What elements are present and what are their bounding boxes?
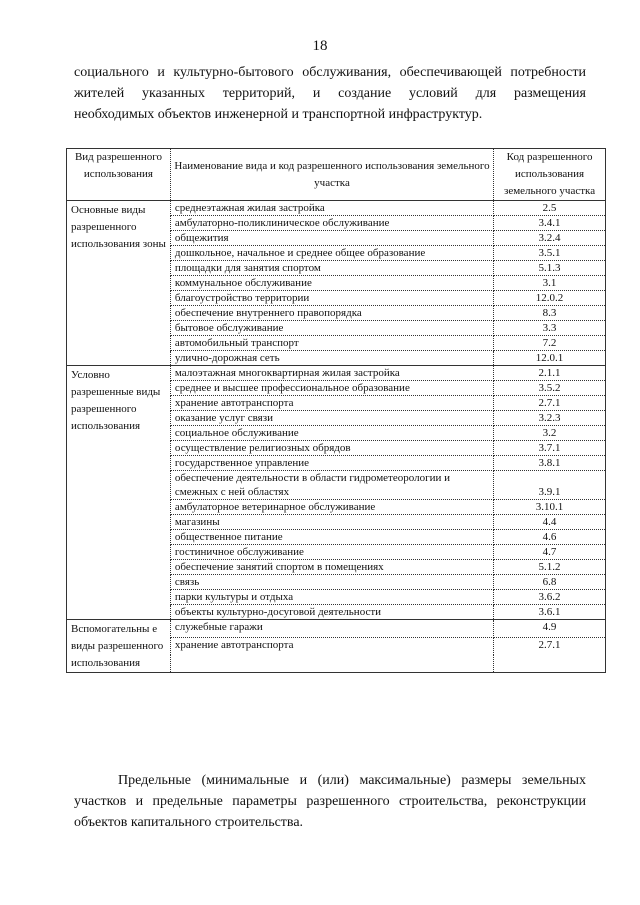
table-row bbox=[67, 366, 606, 381]
use-name: улично-дорожная сеть bbox=[170, 351, 493, 366]
use-code: 3.5.1 bbox=[494, 246, 606, 261]
table-row bbox=[67, 620, 606, 638]
header-code: Код разрешенного использования земельного участка bbox=[494, 149, 606, 201]
use-code: 2.7.1 bbox=[538, 639, 561, 652]
use-name: обеспечение занятий спортом в помещениях bbox=[170, 560, 493, 575]
use-code: 5.1.3 bbox=[494, 261, 606, 276]
use-code: 2.7.1 bbox=[494, 396, 606, 411]
use-name: связь bbox=[170, 575, 493, 590]
use-name: бытовое обслуживание bbox=[170, 321, 493, 336]
table-header-row bbox=[67, 149, 606, 201]
use-name: автомобильный транспорт bbox=[170, 336, 493, 351]
use-name: хранение автотранспорта bbox=[170, 396, 493, 411]
use-name: осуществление религиозных обрядов bbox=[170, 441, 493, 456]
use-name: хранение автотранспорта bbox=[170, 638, 493, 655]
use-code: 12.0.2 bbox=[494, 291, 606, 306]
use-code: 4.6 bbox=[494, 530, 606, 545]
use-code: 6.8 bbox=[494, 575, 606, 590]
use-code: 3.7.1 bbox=[494, 441, 606, 456]
group-category-main: Основные виды разрешенного использования зоны bbox=[67, 201, 171, 366]
use-name: социальное обслуживание bbox=[170, 426, 493, 441]
use-code: 4.4 bbox=[494, 515, 606, 530]
use-name: служебные гаражи bbox=[170, 620, 493, 638]
use-code: 8.3 bbox=[494, 306, 606, 321]
empty-cell bbox=[494, 655, 606, 672]
use-code: 5.1.2 bbox=[494, 560, 606, 575]
outro-line: Предельные (минимальные и (или) максимальные) размеры земельных bbox=[118, 773, 586, 788]
use-name: магазины bbox=[170, 515, 493, 530]
use-code: 3.2.3 bbox=[494, 411, 606, 426]
use-name: малоэтажная многоквартирная жилая застройка bbox=[170, 366, 493, 381]
page-number: 18 bbox=[312, 38, 328, 54]
outro-paragraph bbox=[74, 770, 586, 833]
use-name: благоустройство территории bbox=[170, 291, 493, 306]
use-name: среднеэтажная жилая застройка bbox=[170, 201, 493, 216]
header-category: Вид разрешенного использования bbox=[67, 149, 171, 201]
land-use-table bbox=[66, 148, 606, 673]
use-name: площадки для занятия спортом bbox=[170, 261, 493, 276]
intro-line: необходимых объектов инженерной и транспортной инфраструктур. bbox=[74, 107, 483, 122]
use-code: 3.10.1 bbox=[494, 500, 606, 515]
use-name: коммунальное обслуживание bbox=[170, 276, 493, 291]
intro-line: социального и культурно-бытового обслуживания, обеспечивающей потребности bbox=[74, 65, 586, 80]
use-code: 3.2.4 bbox=[494, 231, 606, 246]
use-code: 4.7 bbox=[494, 545, 606, 560]
use-name: амбулаторно-поликлиническое обслуживание bbox=[170, 216, 493, 231]
use-code: 7.2 bbox=[494, 336, 606, 351]
outro-line: объектов капитального строительства. bbox=[74, 815, 304, 830]
group-category-conditional: Условно разрешенные виды разрешенного использования bbox=[67, 366, 171, 620]
use-code: 3.6.1 bbox=[494, 605, 606, 620]
empty-cell bbox=[170, 655, 493, 672]
use-name: государственное управление bbox=[170, 456, 493, 471]
use-name: оказание услуг связи bbox=[170, 411, 493, 426]
use-code: 12.0.1 bbox=[494, 351, 606, 366]
use-code: 3.5.2 bbox=[494, 381, 606, 396]
use-code: 3.2 bbox=[494, 426, 606, 441]
use-name: амбулаторное ветеринарное обслуживание bbox=[170, 500, 493, 515]
intro-line: жителей указанных территорий, и создание условий для размещения bbox=[74, 86, 586, 101]
use-code: 3.4.1 bbox=[494, 216, 606, 231]
group-category-auxiliary: Вспомогательны е виды разрешенного использования bbox=[67, 620, 171, 673]
use-name: общежития bbox=[170, 231, 493, 246]
use-name: дошкольное, начальное и среднее общее образование bbox=[170, 246, 493, 261]
use-name: общественное питание bbox=[170, 530, 493, 545]
use-name: обеспечение внутреннего правопорядка bbox=[170, 306, 493, 321]
use-name: обеспечение деятельности в области гидрометеорологии и смежных с ней областях bbox=[170, 471, 493, 500]
table-row bbox=[67, 201, 606, 216]
use-code: 3.8.1 bbox=[494, 456, 606, 471]
use-code: 3.1 bbox=[494, 276, 606, 291]
header-name: Наименование вида и код разрешенного использования земельного участка bbox=[170, 149, 493, 201]
outro-line: участков и предельные параметры разрешенного строительства, реконструкции bbox=[74, 794, 586, 809]
use-code: 2.5 bbox=[494, 201, 606, 216]
use-code: 2.1.1 bbox=[494, 366, 606, 381]
use-name: гостиничное обслуживание bbox=[170, 545, 493, 560]
intro-paragraph bbox=[74, 62, 586, 125]
use-code: 3.6.2 bbox=[494, 590, 606, 605]
use-name: парки культуры и отдыха bbox=[170, 590, 493, 605]
use-name: среднее и высшее профессиональное образование bbox=[170, 381, 493, 396]
use-code: 4.9 bbox=[494, 620, 606, 638]
use-name: объекты культурно-досуговой деятельности bbox=[170, 605, 493, 620]
use-code: 3.9.1 bbox=[494, 471, 606, 500]
use-code: 3.3 bbox=[494, 321, 606, 336]
